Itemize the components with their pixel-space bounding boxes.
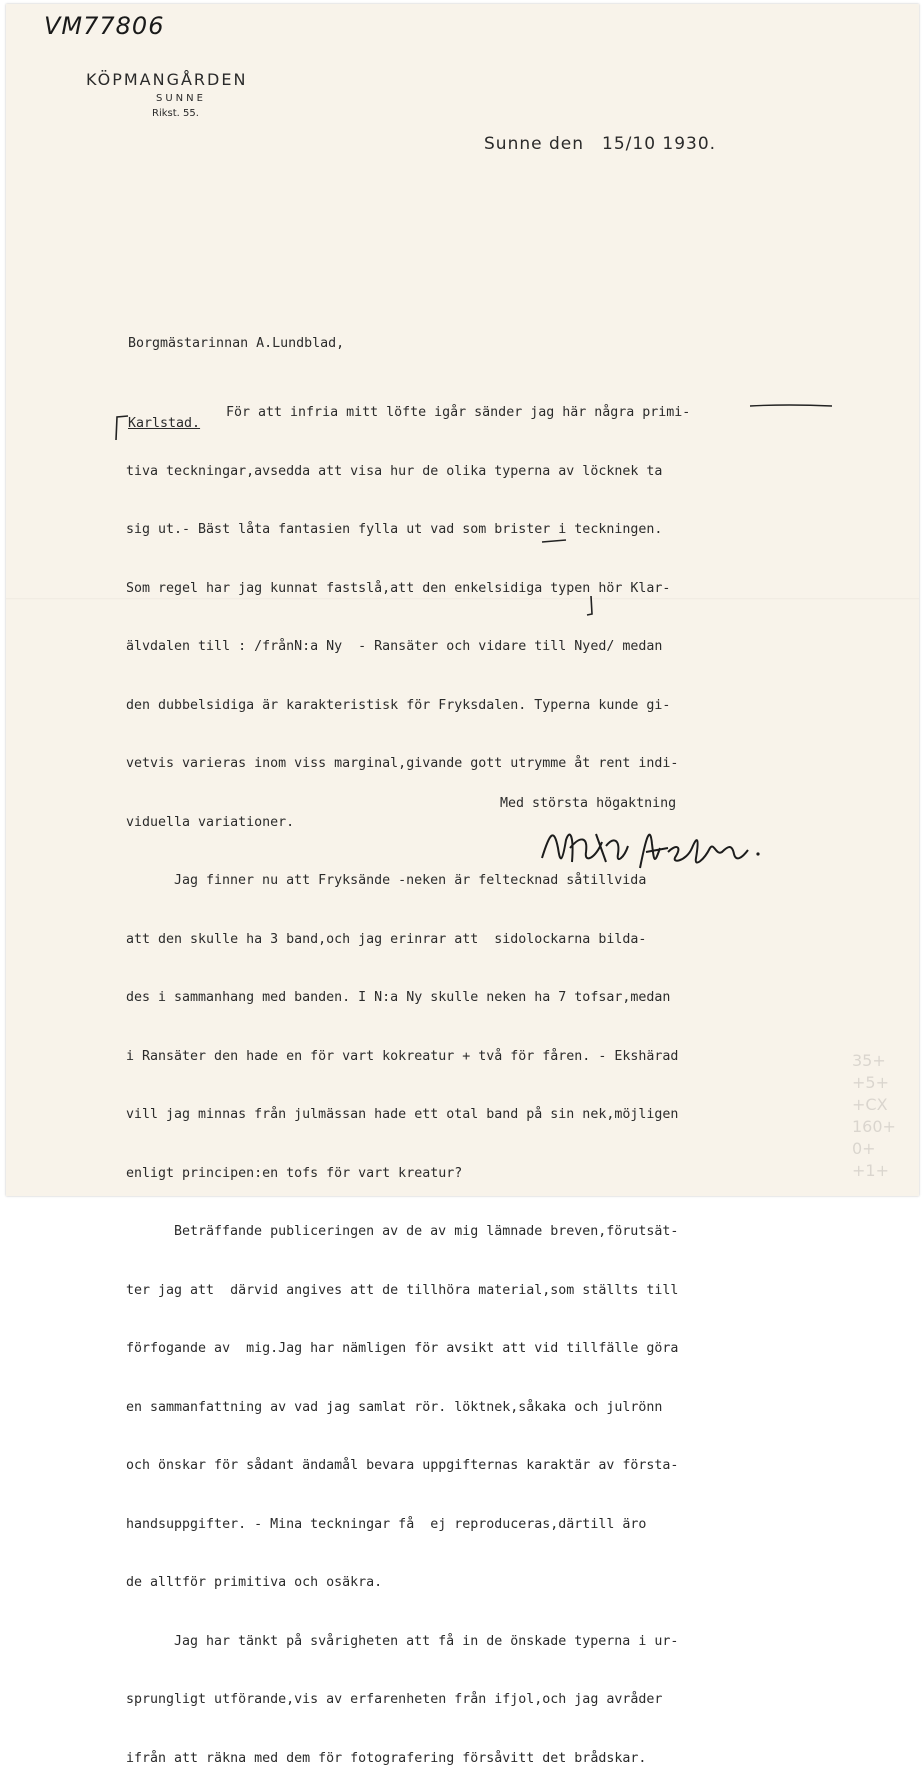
body-line: Som regel har jag kunnat fastslå,att den enkelsidiga typen hör Klar- <box>126 580 671 596</box>
handwritten-bracket-left <box>112 414 132 442</box>
pencil-note: +CX <box>852 1095 888 1114</box>
pencil-note: +1+ <box>852 1161 889 1180</box>
body-line: förfogande av mig.Jag har nämligen för avsikt att vid tillfälle göra <box>126 1341 679 1356</box>
body-line: tiva teckningar,avsedda att visa hur de olika typerna av löcknek ta <box>126 463 663 479</box>
letter-body <box>126 364 690 1788</box>
pencil-note: 0+ <box>852 1139 876 1158</box>
letterhead <box>86 70 286 119</box>
body-line: sprungligt utförande,vis av erfarenheten från ifjol,och jag avråder <box>126 1692 663 1707</box>
body-line: i Ransäter den hade en för vart kokreatur + två för fåren. - Ekshärad <box>126 1048 679 1064</box>
body-line: ifrån att räkna med dem för fotografering försåvitt det brådskar. <box>126 1750 647 1766</box>
body-line: ter jag att därvid angives att de tillhöra material,som ställts till <box>126 1282 679 1298</box>
handwritten-bracket-right <box>586 594 600 618</box>
archive-number: VM77806 <box>44 12 165 40</box>
recipient-city: Karlstad. <box>128 416 201 431</box>
body-line: de alltför primitiva och osäkra. <box>126 1575 383 1590</box>
letterhead-phone: Rikst. 55. <box>152 108 199 119</box>
dateline <box>484 134 716 154</box>
pencil-notes <box>852 1050 912 1180</box>
handwritten-underline <box>748 402 834 410</box>
pencil-note: 160+ <box>852 1117 896 1136</box>
body-line: den dubbelsidiga är karakteristisk för Fryksdalen. Typerna kunde gi- <box>126 697 671 713</box>
body-line: att den skulle ha 3 band,och jag erinrar att sidolockarna bilda- <box>126 931 647 947</box>
body-line: des i sammanhang med banden. I N:a Ny skulle neken ha 7 tofsar,medan <box>126 990 671 1005</box>
pencil-note: 35+ <box>852 1051 886 1070</box>
letterhead-name: KÖPMANGÅRDEN <box>86 70 248 89</box>
body-line: en sammanfattning av vad jag samlat rör. löktnek,såkaka och julrönn <box>126 1399 663 1415</box>
body-line: vetvis varieras inom viss marginal,givande gott utrymme åt rent indi- <box>126 756 679 771</box>
recipient-name: Borgmästarinnan A.Lundblad, <box>128 336 345 351</box>
body-line: enligt principen:en tofs för vart kreatur? <box>126 1165 463 1181</box>
body-line: och önskar för sådant ändamål bevara uppgifternas karaktär av första- <box>126 1458 679 1473</box>
body-line: Beträffande publiceringen av de av mig lämnade breven,förutsät- <box>174 1224 679 1239</box>
closing-salutation: Med största högaktning <box>500 796 677 811</box>
body-line: handsuppgifter. - Mina teckningar få ej reproduceras,därtill äro <box>126 1516 647 1532</box>
body-line: Jag finner nu att Fryksände -neken är feltecknad såtillvida <box>174 873 647 888</box>
letterhead-town: SUNNE <box>156 93 206 104</box>
body-line: vill jag minnas från julmässan hade ett otal band på sin nek,möjligen <box>126 1107 679 1122</box>
body-line: För att infria mitt löfte igår sänder jag här några primi- <box>226 405 691 420</box>
handwritten-strike <box>540 536 570 546</box>
signature <box>536 818 766 888</box>
pencil-note: +5+ <box>852 1073 889 1092</box>
dateline-date: 15/10 1930. <box>602 134 717 154</box>
body-line: viduella variationer. <box>126 814 295 830</box>
body-line: Jag har tänkt på svårigheten att få in de önskade typerna i ur- <box>174 1633 679 1649</box>
body-line: älvdalen till : /frånN:a Ny - Ransäter och vidare till Nyed/ medan <box>126 639 663 654</box>
body-line: sig ut.- Bäst låta fantasien fylla ut vad som brister i teckningen. <box>126 522 663 537</box>
dateline-place: Sunne den <box>484 134 585 154</box>
